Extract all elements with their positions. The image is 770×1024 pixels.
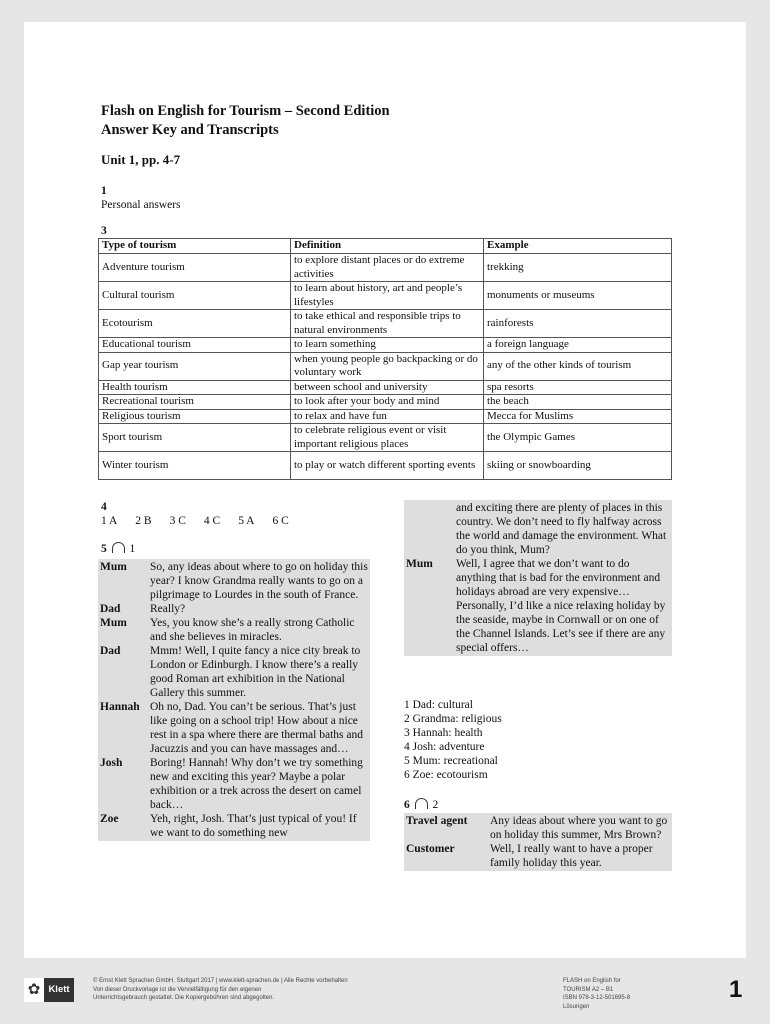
table-row (99, 395, 672, 410)
transcript-line (406, 557, 670, 655)
table-cell: when young people go backpacking or do voluntary work (291, 352, 484, 380)
document-title (101, 102, 390, 140)
headphones-icon (112, 542, 125, 553)
column-header: Type of tourism (99, 239, 291, 254)
speaker-name: Dad (100, 645, 121, 657)
answer-item: 2 B (135, 515, 152, 527)
column-header: Example (484, 239, 672, 254)
table-cell: Ecotourism (99, 310, 291, 338)
table-cell: the beach (484, 395, 672, 410)
table-row (99, 282, 672, 310)
transcript-line (100, 644, 368, 700)
transcript-line (100, 756, 368, 812)
table-cell: monuments or museums (484, 282, 672, 310)
table-cell: Adventure tourism (99, 254, 291, 282)
transcript-5-left (98, 559, 370, 841)
book-info-line: Lösungen (563, 1003, 590, 1010)
exercise-4-answers (101, 514, 307, 528)
table-cell: to look after your body and mind (291, 395, 484, 410)
transcript-text: So, any ideas about where to go on holiday this year? I know Grandma really wants to go on a pilgrimage to Lourdes in the south of France. (150, 561, 368, 601)
exercise-3-number: 3 (101, 225, 107, 237)
table-cell: to explore distant places or do extreme activities (291, 254, 484, 282)
table-cell: to learn something (291, 338, 484, 353)
speaker-name: Josh (100, 757, 123, 769)
exercise-4 (101, 500, 307, 528)
transcript-text: Yes, you know she’s a really strong Catholic and she believes in miracles. (150, 617, 355, 643)
answer-item: 3 C (169, 515, 186, 527)
table-cell: Educational tourism (99, 338, 291, 353)
table-cell: to celebrate religious event or visit important religious places (291, 424, 484, 452)
transcript-text: Well, I agree that we don’t want to do anything that is bad for the environment and holidays abroad are very expensive… Personally, I’d like a nice relaxing holiday by the seaside, maybe in Cornwall or on one of the Channel Islands. Let’s see if there are any special offers… (456, 558, 666, 654)
logo-text: Klett (44, 978, 74, 1002)
tourism-table (98, 238, 672, 480)
exercise-1-answer: Personal answers (101, 199, 181, 211)
table-cell: Cultural tourism (99, 282, 291, 310)
speaker-name: Hannah (100, 701, 140, 713)
table-cell: to learn about history, art and people’s lifestyles (291, 282, 484, 310)
table-cell: to take ethical and responsible trips to natural environments (291, 310, 484, 338)
leaf-icon: ✿ (24, 978, 44, 1002)
exercise-6-heading (404, 798, 438, 812)
table-cell: to play or watch different sporting events (291, 452, 484, 480)
transcript-text: and exciting there are plenty of places in this country. We don’t need to fly halfway across the world and damage the environment. What do you think, Mum? (456, 502, 667, 556)
book-info-line: FLASH on English for (563, 978, 621, 984)
answer-item: 4 C (203, 515, 221, 527)
transcript-line (100, 560, 368, 602)
page-number: 1 (729, 976, 743, 1003)
exercise-1-number: 1 (101, 185, 107, 197)
transcript-5-right (404, 500, 672, 656)
transcript-text: Any ideas about where you want to go on holiday this summer, Mrs Brown? (490, 815, 668, 841)
table-row (99, 380, 672, 395)
transcript-line (100, 602, 368, 616)
answer-item: 1 Dad: cultural (404, 699, 473, 711)
table-row (99, 352, 672, 380)
table-cell: skiing or snowboarding (484, 452, 672, 480)
title-line-1: Flash on English for Tourism – Second Edition (101, 103, 390, 119)
table-cell: between school and university (291, 380, 484, 395)
table-row (99, 452, 672, 480)
headphones-icon (415, 798, 428, 809)
book-info (563, 977, 683, 1011)
answer-item: 4 Josh: adventure (404, 741, 485, 753)
exercise-5-number: 5 (101, 543, 107, 555)
transcript-6 (404, 813, 672, 871)
transcript-text: Yeh, right, Josh. That’s just typical of you! If we want to do something new (150, 813, 357, 839)
transcript-line (406, 814, 670, 842)
table-cell: Religious tourism (99, 409, 291, 424)
speaker-name: Mum (100, 617, 127, 629)
klett-logo (24, 978, 74, 1002)
table-cell: any of the other kinds of tourism (484, 352, 672, 380)
book-info-line: ISBN 978-3-12-501695-8 (563, 995, 631, 1001)
column-header: Definition (291, 239, 484, 254)
table-cell: Winter tourism (99, 452, 291, 480)
speaker-name: Travel agent (406, 815, 468, 827)
transcript-text: Mmm! Well, I quite fancy a nice city break to London or Edinburgh. I know there’s a really good Roman art exhibition in the National Gallery this summer. (150, 645, 361, 699)
exercise-6-number: 6 (404, 799, 410, 811)
transcript-text: Oh no, Dad. You can’t be serious. That’s just like going on a school trip! How about a nice rest in a spa where there are thermal baths and Jacuzzis and you can have massages and… (150, 701, 363, 755)
table-cell: spa resorts (484, 380, 672, 395)
table-row (99, 254, 672, 282)
answer-item: 3 Hannah: health (404, 727, 483, 739)
page (24, 22, 746, 958)
speaker-name: Mum (100, 561, 127, 573)
track-number: 1 (129, 543, 136, 555)
answer-item: 2 Grandma: religious (404, 713, 502, 725)
table-cell: Sport tourism (99, 424, 291, 452)
transcript-line (100, 812, 368, 840)
speaker-name: Dad (100, 603, 121, 615)
speaker-name: Mum (406, 558, 433, 570)
table-cell: a foreign language (484, 338, 672, 353)
table-cell: Health tourism (99, 380, 291, 395)
transcript-line (406, 842, 670, 870)
exercise-5-answers (404, 698, 502, 782)
table-row (99, 409, 672, 424)
copyright-line: © Ernst Klett Sprachen GmbH, Stuttgart 2017 | www.klett-sprachen.de | Alle Rechte vorbehalten (93, 978, 348, 984)
table-header-row (99, 239, 672, 254)
table-cell: Recreational tourism (99, 395, 291, 410)
title-line-2: Answer Key and Transcripts (101, 122, 279, 138)
transcript-line (406, 501, 670, 557)
transcript-text: Boring! Hannah! Why don’t we try something new and exciting this year? Maybe a polar exhibition or a trek across the desert on camel back… (150, 757, 363, 811)
table-cell: Mecca for Muslims (484, 409, 672, 424)
table-cell: Gap year tourism (99, 352, 291, 380)
table-cell: trekking (484, 254, 672, 282)
speaker-name: Customer (406, 843, 455, 855)
track-number: 2 (432, 799, 439, 811)
transcript-text: Well, I really want to have a proper family holiday this year. (490, 843, 653, 869)
copyright-line: Unterrichtsgebrauch gestattet. Die Kopiergebühren sind abgegolten. (93, 995, 275, 1001)
answer-item: 5 Mum: recreational (404, 755, 498, 767)
table-row (99, 310, 672, 338)
unit-heading: Unit 1, pp. 4-7 (101, 152, 181, 167)
answer-item: 1 A (101, 515, 118, 527)
exercise-1 (101, 184, 181, 212)
copyright-notice (93, 977, 423, 1003)
page-footer (0, 958, 770, 1024)
transcript-text: Really? (150, 603, 186, 615)
copyright-line: Von dieser Druckvorlage ist die Vervielfältigung für den eigenen (93, 986, 262, 993)
table-row (99, 338, 672, 353)
table-cell: the Olympic Games (484, 424, 672, 452)
answer-item: 5 A (238, 515, 255, 527)
speaker-name (406, 501, 456, 557)
table-cell: rainforests (484, 310, 672, 338)
table-row (99, 424, 672, 452)
speaker-name: Zoe (100, 813, 119, 825)
book-info-line: TOURISM A2 – B1 (563, 986, 614, 993)
exercise-5-heading (101, 542, 135, 556)
exercise-4-number: 4 (101, 501, 107, 513)
table-cell: to relax and have fun (291, 409, 484, 424)
transcript-line (100, 616, 368, 644)
answer-item: 6 C (272, 515, 289, 527)
answer-item: 6 Zoe: ecotourism (404, 769, 488, 781)
transcript-line (100, 700, 368, 756)
